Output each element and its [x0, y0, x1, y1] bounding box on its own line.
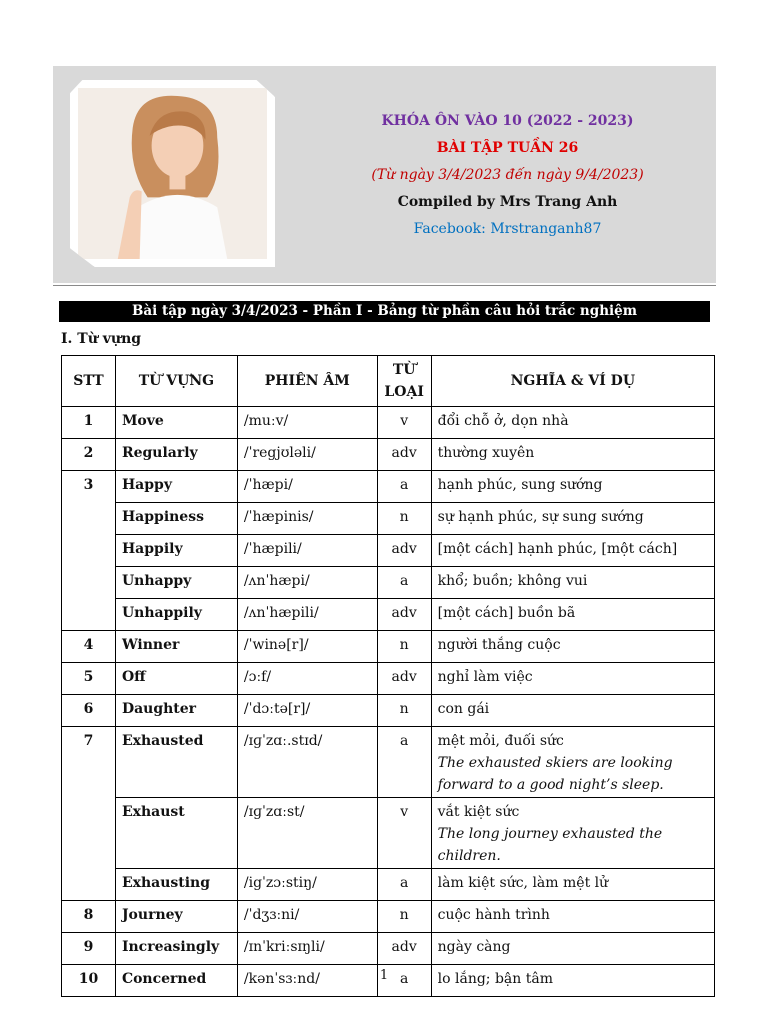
- meaning-text: mệt mỏi, đuối sức: [437, 733, 564, 749]
- stt-cell: 4: [62, 631, 116, 663]
- word-cell: Daughter: [115, 695, 237, 727]
- subheading: I. Từ vựng: [61, 331, 142, 347]
- stt-cell: 1: [62, 407, 116, 439]
- meaning-cell: [một cách] hạnh phúc, [một cách]: [431, 535, 714, 567]
- pos-cell: adv: [377, 599, 431, 631]
- phonetic-cell: /ˈwinə[r]/: [237, 631, 377, 663]
- phonetic-cell: /ˈdɔːtə[r]/: [237, 695, 377, 727]
- word-cell: Winner: [115, 631, 237, 663]
- table-row: [62, 567, 715, 599]
- pos-cell: a: [377, 567, 431, 599]
- meaning-cell: làm kiệt sức, làm mệt lử: [431, 869, 714, 901]
- pos-cell: n: [377, 631, 431, 663]
- phonetic-cell: /igˈzɔːstiŋ/: [237, 869, 377, 901]
- pos-cell: a: [377, 471, 431, 503]
- header-pos: [377, 356, 431, 407]
- pos-cell: a: [377, 869, 431, 901]
- phonetic-cell: /kənˈsɜːnd/: [237, 965, 377, 997]
- word-cell: Unhappy: [115, 567, 237, 599]
- example-sentence: The exhausted skiers are looking forward to a good night’s sleep.: [437, 755, 673, 793]
- phonetic-cell: /ʌnˈhæpili/: [237, 599, 377, 631]
- pos-cell: adv: [377, 933, 431, 965]
- pos-cell: adv: [377, 535, 431, 567]
- meaning-cell: cuộc hành trình: [431, 901, 714, 933]
- meaning-cell: người thắng cuộc: [431, 631, 714, 663]
- phonetic-cell: /ˈhæpi/: [237, 471, 377, 503]
- meaning-cell: hạnh phúc, sung sướng: [431, 471, 714, 503]
- phonetic-cell: /muːv/: [237, 407, 377, 439]
- meaning-cell: nghỉ làm việc: [431, 663, 714, 695]
- facebook-link[interactable]: Facebook: Mrstranganh87: [413, 221, 602, 237]
- word-cell: Happy: [115, 471, 237, 503]
- header-meaning: NGHĨA & VÍ DỤ: [431, 356, 714, 407]
- table-row: [62, 695, 715, 727]
- phonetic-cell: /ˈdʒɜːni/: [237, 901, 377, 933]
- stt-cell: 2: [62, 439, 116, 471]
- pos-cell: n: [377, 503, 431, 535]
- example-sentence: The long journey exhausted the children.: [437, 826, 663, 864]
- meaning-cell: đổi chỗ ở, dọn nhà: [431, 407, 714, 439]
- teacher-photo: [78, 88, 267, 259]
- section-title: Bài tập ngày 3/4/2023 - Phần I - Bảng từ phần câu hỏi trắc nghiệm: [59, 301, 710, 322]
- header-word: TỪ VỰNG: [115, 356, 237, 407]
- meaning-cell: thường xuyên: [431, 439, 714, 471]
- meaning-cell: khổ; buồn; không vui: [431, 567, 714, 599]
- word-cell: Increasingly: [115, 933, 237, 965]
- header-phonetic: PHIÊN ÂM: [237, 356, 377, 407]
- pos-cell: n: [377, 901, 431, 933]
- meaning-cell: lo lắng; bận tâm: [431, 965, 714, 997]
- course-title: KHÓA ÔN VÀO 10 (2022 - 2023): [381, 113, 634, 129]
- stt-cell: 5: [62, 663, 116, 695]
- exercise-title: BÀI TẬP TUẦN 26: [436, 140, 579, 156]
- phonetic-cell: /ʌnˈhæpi/: [237, 567, 377, 599]
- table-row: [62, 407, 715, 439]
- stt-cell: 10: [62, 965, 116, 997]
- header-pos-line2: LOẠI: [384, 384, 424, 400]
- teacher-photo-frame: [70, 80, 275, 267]
- phonetic-cell: /ɪnˈkriːsɪŋli/: [237, 933, 377, 965]
- header-stt: STT: [62, 356, 116, 407]
- table-row: [62, 727, 715, 798]
- pos-cell: adv: [377, 439, 431, 471]
- page-number: 1: [379, 968, 389, 983]
- table-row: [62, 798, 715, 869]
- phonetic-cell: /ˈhæpinis/: [237, 503, 377, 535]
- word-cell: Concerned: [115, 965, 237, 997]
- word-cell: Happiness: [115, 503, 237, 535]
- pos-cell: v: [377, 798, 431, 869]
- header-pos-line1: TỪ: [392, 362, 416, 378]
- stt-cell: 3: [62, 471, 116, 631]
- pos-cell: n: [377, 695, 431, 727]
- meaning-cell: [một cách] buồn bã: [431, 599, 714, 631]
- table-row: [62, 631, 715, 663]
- table-row: [62, 471, 715, 503]
- word-cell: Move: [115, 407, 237, 439]
- pos-cell: adv: [377, 663, 431, 695]
- word-cell: Journey: [115, 901, 237, 933]
- phonetic-cell: /ɔːf/: [237, 663, 377, 695]
- table-row: [62, 503, 715, 535]
- word-cell: Exhausted: [115, 727, 237, 798]
- word-cell: Unhappily: [115, 599, 237, 631]
- word-cell: Off: [115, 663, 237, 695]
- pos-cell: a: [377, 965, 431, 997]
- table-row: [62, 535, 715, 567]
- phonetic-cell: /ɪɡˈzɑː.stɪd/: [237, 727, 377, 798]
- word-cell: Happily: [115, 535, 237, 567]
- date-range: (Từ ngày 3/4/2023 đến ngày 9/4/2023): [371, 167, 644, 183]
- phonetic-cell: /ˈhæpili/: [237, 535, 377, 567]
- table-row: [62, 901, 715, 933]
- stt-cell: 7: [62, 727, 116, 901]
- meaning-cell: [431, 798, 714, 869]
- table-row: [62, 869, 715, 901]
- compiled-by: Compiled by Mrs Trang Anh: [397, 194, 618, 210]
- table-row: [62, 439, 715, 471]
- stt-cell: 9: [62, 933, 116, 965]
- table-row: [62, 933, 715, 965]
- header-title-block: [300, 108, 715, 243]
- stt-cell: 6: [62, 695, 116, 727]
- stt-cell: 8: [62, 901, 116, 933]
- phonetic-cell: /ɪɡˈzɑːst/: [237, 798, 377, 869]
- table-row: [62, 663, 715, 695]
- meaning-text: vắt kiệt sức: [437, 804, 520, 820]
- table-header-row: [62, 356, 715, 407]
- word-cell: Exhaust: [115, 798, 237, 869]
- vocabulary-table: [61, 355, 715, 997]
- meaning-cell: con gái: [431, 695, 714, 727]
- table-row: [62, 599, 715, 631]
- pos-cell: a: [377, 727, 431, 798]
- phonetic-cell: /ˈregjʊləli/: [237, 439, 377, 471]
- meaning-cell: [431, 727, 714, 798]
- word-cell: Regularly: [115, 439, 237, 471]
- word-cell: Exhausting: [115, 869, 237, 901]
- meaning-cell: sự hạnh phúc, sự sung sướng: [431, 503, 714, 535]
- meaning-cell: ngày càng: [431, 933, 714, 965]
- header-divider: [53, 285, 716, 286]
- pos-cell: v: [377, 407, 431, 439]
